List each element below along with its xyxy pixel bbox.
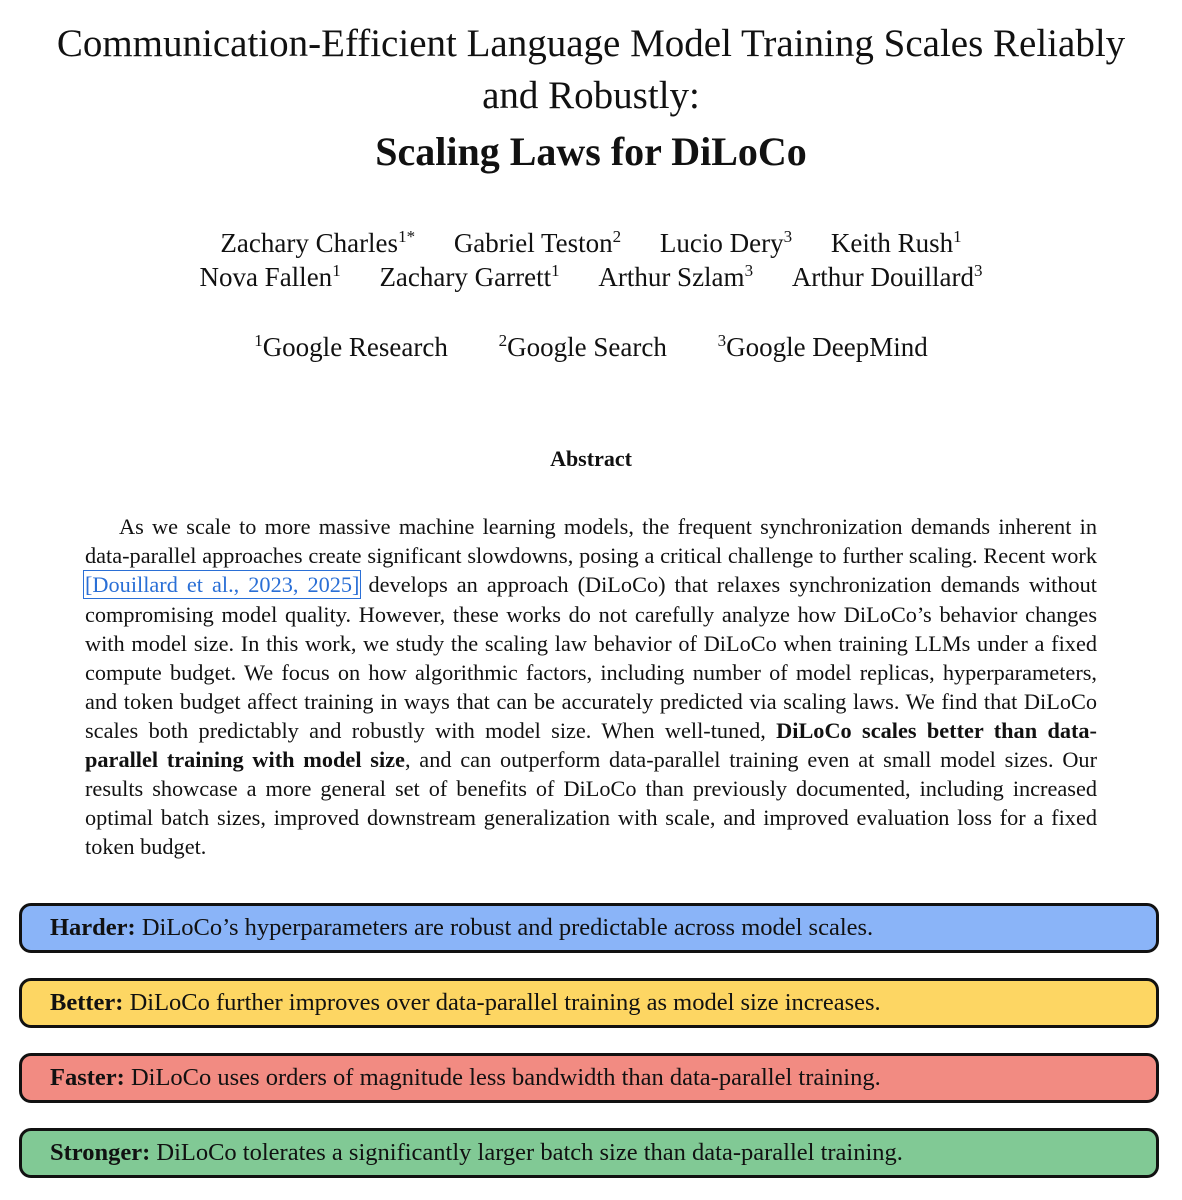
abstract-bold-claim: DiLoCo scales better than data-parallel training with model size xyxy=(85,717,1097,773)
author-name: Nova Fallen xyxy=(199,262,333,292)
title-line-2: and Robustly: xyxy=(482,74,700,117)
author xyxy=(220,226,415,260)
author xyxy=(660,226,792,260)
author-sup: 3 xyxy=(974,261,983,280)
highlight-box-stronger xyxy=(19,1128,1159,1178)
highlight-label: Better: xyxy=(50,989,124,1016)
author-sup: 1 xyxy=(332,261,341,280)
author-name: Lucio Dery xyxy=(659,228,784,258)
author xyxy=(379,260,559,294)
affiliation-sup: 3 xyxy=(717,331,727,350)
author-row-1 xyxy=(0,226,1182,260)
author xyxy=(831,226,962,260)
author xyxy=(598,260,753,294)
highlight-text: DiLoCo’s hyperparameters are robust and predictable across model scales. xyxy=(135,914,874,941)
abstract-body xyxy=(85,512,1097,861)
author-name: Zachary Garrett xyxy=(379,262,552,292)
highlight-box-harder xyxy=(19,903,1159,953)
author xyxy=(454,226,621,260)
author-sup: 3 xyxy=(744,261,754,280)
highlight-text: DiLoCo uses orders of magnitude less bandwidth than data-parallel training. xyxy=(124,1064,881,1091)
author-row-2 xyxy=(0,260,1182,294)
author-sup: 1* xyxy=(398,227,416,246)
affiliation xyxy=(499,330,667,364)
author-name: Zachary Charles xyxy=(220,228,399,258)
abstract-text-2: develops an approach (DiLoCo) that relaxes synchronization demands without compromising model quality. However, these works do not carefully analyze how DiLoCo’s behavior changes with model size. In this work, we study the scaling law behavior of DiLoCo when training LLMs under a fixed compute budget. We focus on how algorithmic factors, including number of model replicas, hyperparameters, and token budget affect training in ways that can be accurately predicted via scaling laws. We find that DiLoCo scales both predictably and robustly with model size. When well-tuned, xyxy=(85,572,1097,743)
citation-link[interactable]: [Douillard et al., 2023, 2025] xyxy=(85,572,360,598)
affiliations xyxy=(0,330,1182,364)
paper-subtitle: Scaling Laws for DiLoCo xyxy=(375,129,807,174)
highlight-label: Faster: xyxy=(50,1064,125,1091)
paper-title xyxy=(0,18,1182,122)
author-name: Keith Rush xyxy=(830,228,954,258)
highlight-text: DiLoCo further improves over data-parallel training as model size increases. xyxy=(123,989,881,1016)
abstract-heading: Abstract xyxy=(550,446,632,471)
affiliation xyxy=(254,330,448,364)
highlight-box-faster xyxy=(19,1053,1159,1103)
author-name: Gabriel Teston xyxy=(453,228,613,258)
affiliation-name: Google DeepMind xyxy=(726,332,928,362)
affiliation-name: Google Research xyxy=(262,332,448,362)
author-sup: 1 xyxy=(551,261,560,280)
author xyxy=(199,260,340,294)
author-sup: 3 xyxy=(783,227,793,246)
abstract-text-3: , and can outperform data-parallel training even at small model sizes. Our results showcase a more general set of benefits of DiLoCo than previously documented, including increased optimal batch sizes, improved downstream generalization with scale, and improved evaluation loss for a fixed token budget. xyxy=(85,747,1097,860)
highlight-label: Stronger: xyxy=(50,1139,151,1166)
author-name: Arthur Szlam xyxy=(598,262,745,292)
affiliation-name: Google Search xyxy=(507,332,667,362)
author-name: Arthur Douillard xyxy=(791,262,975,292)
highlight-label: Harder: xyxy=(50,914,136,941)
highlight-text: DiLoCo tolerates a significantly larger batch size than data-parallel training. xyxy=(150,1139,903,1166)
affiliation-sup: 1 xyxy=(254,331,263,350)
highlight-box-better xyxy=(19,978,1159,1028)
affiliation xyxy=(718,330,928,364)
affiliation-sup: 2 xyxy=(498,331,508,350)
author xyxy=(792,260,983,294)
author-sup: 2 xyxy=(612,227,622,246)
title-line-1: Communication-Efficient Language Model Training Scales Reliably xyxy=(56,22,1126,65)
author-sup: 1 xyxy=(953,227,962,246)
abstract-text-1: As we scale to more massive machine learning models, the frequent synchronization demands inherent in data-parallel approaches create significant slowdowns, posing a critical challenge to further scaling. Recent work xyxy=(85,514,1097,569)
